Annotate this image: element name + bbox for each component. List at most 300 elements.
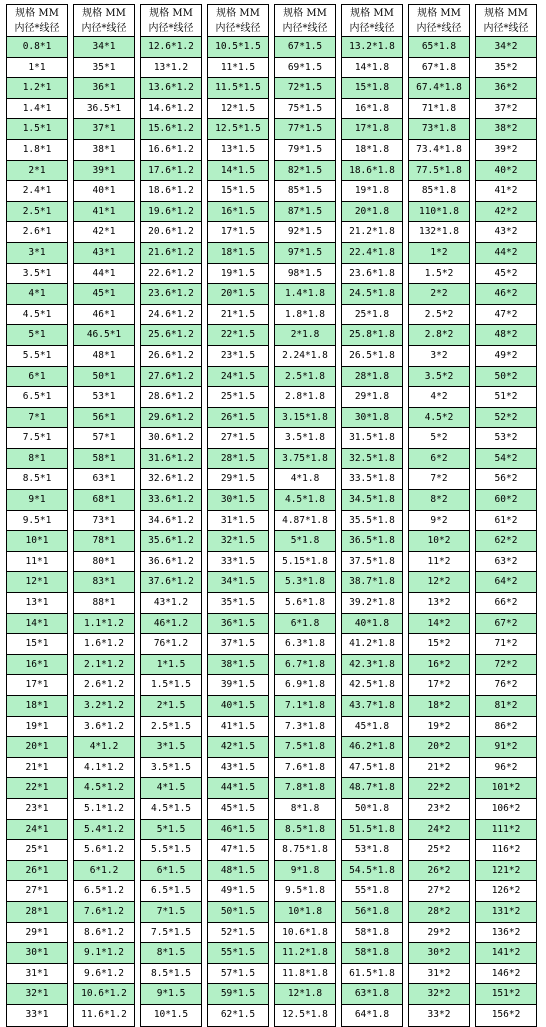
size-cell: 101*2 [476, 778, 536, 799]
size-cell: 2*1 [7, 161, 67, 182]
size-cell: 2.1*1.2 [74, 655, 134, 676]
size-cell: 25.6*1.2 [141, 325, 201, 346]
size-cell: 68*1 [74, 490, 134, 511]
size-column [73, 4, 135, 1027]
size-cell: 16*1.5 [208, 202, 268, 223]
size-cell: 23*1.5 [208, 346, 268, 367]
size-cell: 30*1 [7, 943, 67, 964]
size-cell: 3*1 [7, 243, 67, 264]
size-cell: 29*1.5 [208, 469, 268, 490]
size-cell: 9.6*1.2 [74, 964, 134, 985]
size-cell: 36.6*1.2 [141, 552, 201, 573]
size-cell: 35.6*1.2 [141, 531, 201, 552]
size-cell: 25*1.8 [342, 305, 402, 326]
size-cell: 67.4*1.8 [409, 78, 469, 99]
size-cell: 4.5*1.5 [141, 799, 201, 820]
size-cell: 4*1.2 [74, 737, 134, 758]
size-cell: 49*1.5 [208, 881, 268, 902]
size-cell: 62*1.5 [220, 1008, 256, 1020]
size-cell: 17.6*1.2 [141, 161, 201, 182]
size-cell: 4*1.8 [275, 469, 335, 490]
column-header [275, 5, 335, 37]
size-cell: 131*2 [476, 902, 536, 923]
size-cell: 87*1.5 [275, 202, 335, 223]
size-cell: 25*2 [409, 840, 469, 861]
size-cell: 2.8*2 [409, 325, 469, 346]
size-cell: 43.7*1.8 [342, 696, 402, 717]
size-cell: 45*1.5 [208, 799, 268, 820]
size-cell: 1.8*1 [7, 140, 67, 161]
size-cell: 29*1.8 [342, 387, 402, 408]
size-cell: 86*2 [476, 717, 536, 738]
size-cell: 5*1.8 [275, 531, 335, 552]
size-cell: 33*1 [25, 1008, 49, 1020]
header-dimension-label: 内径*线径 [282, 23, 328, 34]
size-cell: 8.5*1 [7, 469, 67, 490]
size-cell: 14*1.5 [208, 161, 268, 182]
size-cell: 30*2 [409, 943, 469, 964]
size-cell: 7*1 [7, 408, 67, 429]
size-cell: 63*1.8 [342, 984, 402, 1005]
size-cell: 8*2 [409, 490, 469, 511]
size-cell: 1*2 [409, 243, 469, 264]
size-cell: 3.15*1.8 [275, 408, 335, 429]
size-cell: 42*1.5 [208, 737, 268, 758]
size-cell: 62*2 [476, 531, 536, 552]
size-cell: 20*1 [7, 737, 67, 758]
size-cell: 34*2 [476, 37, 536, 58]
size-cell: 7.1*1.8 [275, 696, 335, 717]
size-cell: 63*1 [74, 469, 134, 490]
size-cell: 77*1.5 [275, 119, 335, 140]
column-header [208, 5, 268, 37]
size-cell: 81*2 [476, 696, 536, 717]
size-cell: 18.6*1.2 [141, 181, 201, 202]
size-cell: 2.5*1.5 [141, 717, 201, 738]
size-cell: 66*2 [476, 593, 536, 614]
size-cell: 1.6*1.2 [74, 634, 134, 655]
size-cell: 39*1.5 [208, 675, 268, 696]
size-cell: 56*1.8 [342, 902, 402, 923]
size-cell: 72*1.5 [275, 78, 335, 99]
header-spec-label: 规格 MM [417, 8, 461, 19]
size-cell: 7*2 [409, 469, 469, 490]
size-cell: 18*1.8 [342, 140, 402, 161]
size-cell: 35.5*1.8 [342, 511, 402, 532]
size-cell: 50*1.5 [208, 902, 268, 923]
size-cell: 24.6*1.2 [141, 305, 201, 326]
size-cell: 15*1 [7, 634, 67, 655]
size-cell: 43*2 [476, 222, 536, 243]
size-cell: 42.5*1.8 [342, 675, 402, 696]
size-cell: 9*1.8 [275, 861, 335, 882]
size-cell: 37*1 [74, 119, 134, 140]
size-cell: 28*1 [7, 902, 67, 923]
size-cell: 23*1 [7, 799, 67, 820]
size-cell: 48*1.5 [208, 861, 268, 882]
size-column [408, 4, 470, 1027]
size-column [207, 4, 269, 1027]
size-cell: 16*1.8 [342, 99, 402, 120]
header-dimension-label: 内径*线径 [14, 23, 60, 34]
size-cell: 76*2 [476, 675, 536, 696]
size-cell: 50*1 [74, 367, 134, 388]
size-cell: 58*1.8 [342, 943, 402, 964]
size-cell: 69*1.5 [275, 58, 335, 79]
size-cell: 45*1.8 [342, 717, 402, 738]
size-cell: 28.6*1.2 [141, 387, 201, 408]
size-cell: 29*2 [409, 923, 469, 944]
size-cell: 13*2 [409, 593, 469, 614]
size-cell: 43*1.5 [208, 758, 268, 779]
size-cell: 40*1.8 [342, 614, 402, 635]
size-cell: 36*1.5 [208, 614, 268, 635]
header-spec-label: 规格 MM [149, 8, 193, 19]
size-cell: 19*1.8 [342, 181, 402, 202]
size-cell: 27*1 [7, 881, 67, 902]
size-cell: 27*2 [409, 881, 469, 902]
size-cell: 40*2 [476, 161, 536, 182]
size-cell: 1.8*1.8 [275, 305, 335, 326]
size-cell: 36*1 [74, 78, 134, 99]
size-cell: 26.5*1.8 [342, 346, 402, 367]
header-spec-label: 规格 MM [216, 8, 260, 19]
size-cell: 110*1.8 [409, 202, 469, 223]
size-cell: 12.6*1.2 [141, 37, 201, 58]
size-cell: 4.5*1.8 [275, 490, 335, 511]
size-cell: 24.5*1.8 [342, 284, 402, 305]
size-cell: 12*1.8 [275, 984, 335, 1005]
size-cell: 53*1.8 [342, 840, 402, 861]
size-cell: 10.6*1.2 [74, 984, 134, 1005]
size-cell: 59*1.5 [208, 984, 268, 1005]
size-cell: 6.5*1 [7, 387, 67, 408]
size-cell: 41*2 [476, 181, 536, 202]
size-cell: 18*1 [7, 696, 67, 717]
size-cell: 6.5*1.5 [141, 881, 201, 902]
size-cell: 7.3*1.8 [275, 717, 335, 738]
header-dimension-label: 内径*线径 [349, 23, 395, 34]
size-cell: 57*1 [74, 428, 134, 449]
size-cell: 35*2 [476, 58, 536, 79]
size-cell: 34.5*1.8 [342, 490, 402, 511]
size-cell: 54.5*1.8 [342, 861, 402, 882]
size-cell: 19.6*1.2 [141, 202, 201, 223]
size-cell: 4.5*2 [409, 408, 469, 429]
size-cell: 2*1.5 [141, 696, 201, 717]
size-cell: 2*2 [409, 284, 469, 305]
size-cell: 3.6*1.2 [74, 717, 134, 738]
size-cell: 54*2 [476, 449, 536, 470]
size-cell: 4*2 [409, 387, 469, 408]
size-cell: 116*2 [476, 840, 536, 861]
size-cell: 12*1 [7, 572, 67, 593]
header-dimension-label: 内径*线径 [148, 23, 194, 34]
size-cell: 26*2 [409, 861, 469, 882]
size-cell: 8.6*1.2 [74, 923, 134, 944]
size-cell: 67*1.5 [275, 37, 335, 58]
size-cell: 37.6*1.2 [141, 572, 201, 593]
size-cell: 3*2 [409, 346, 469, 367]
size-cell: 22*2 [409, 778, 469, 799]
size-cell: 11*1 [7, 552, 67, 573]
size-cell: 5.4*1.2 [74, 820, 134, 841]
size-cell: 25.8*1.8 [342, 325, 402, 346]
column-header [409, 5, 469, 37]
header-spec-label: 规格 MM [283, 8, 327, 19]
size-cell: 21.6*1.2 [141, 243, 201, 264]
size-cell: 71*1.8 [409, 99, 469, 120]
size-cell: 7.5*1 [7, 428, 67, 449]
size-cell: 45*2 [476, 264, 536, 285]
size-cell: 65*1.8 [409, 37, 469, 58]
header-dimension-label: 内径*线径 [81, 23, 127, 34]
size-cell: 21*1 [7, 758, 67, 779]
size-cell: 46*1.2 [141, 614, 201, 635]
size-cell: 12.5*1.5 [208, 119, 268, 140]
size-cell: 55*1.8 [342, 881, 402, 902]
size-cell: 4.5*1.2 [74, 778, 134, 799]
size-cell: 4.87*1.8 [275, 511, 335, 532]
size-cell: 13.6*1.2 [141, 78, 201, 99]
size-cell: 39*1 [74, 161, 134, 182]
size-cell: 48*2 [476, 325, 536, 346]
size-cell: 58*1 [74, 449, 134, 470]
size-cell: 57*1.5 [208, 964, 268, 985]
size-cell: 10.6*1.8 [275, 923, 335, 944]
size-cell: 4*1.5 [141, 778, 201, 799]
size-cell: 34*1 [74, 37, 134, 58]
size-cell: 41*1.5 [208, 717, 268, 738]
size-cell: 23*2 [409, 799, 469, 820]
size-cell: 14*1 [7, 614, 67, 635]
size-cell: 16*1 [7, 655, 67, 676]
size-cell: 22.4*1.8 [342, 243, 402, 264]
column-header [342, 5, 402, 37]
size-cell: 50*2 [476, 367, 536, 388]
size-cell: 50*1.8 [342, 799, 402, 820]
size-cell: 79*1.5 [275, 140, 335, 161]
size-cell: 10*1.8 [275, 902, 335, 923]
size-cell: 98*1.5 [275, 264, 335, 285]
size-cell: 47*2 [476, 305, 536, 326]
size-cell: 2.5*1.8 [275, 367, 335, 388]
size-cell: 25*1.5 [208, 387, 268, 408]
size-cell: 36*2 [476, 78, 536, 99]
size-cell: 11.6*1.2 [81, 1008, 127, 1020]
size-cell: 3.5*1.8 [275, 428, 335, 449]
size-cell: 52*1.5 [208, 923, 268, 944]
size-cell: 1.5*1 [7, 119, 67, 140]
size-cell: 10*1.5 [153, 1008, 189, 1020]
size-cell: 32*1.5 [208, 531, 268, 552]
size-cell: 10*1 [7, 531, 67, 552]
size-cell: 47.5*1.8 [342, 758, 402, 779]
size-cell: 9*1.5 [141, 984, 201, 1005]
size-cell: 21.2*1.8 [342, 222, 402, 243]
size-cell: 2.8*1.8 [275, 387, 335, 408]
size-cell: 56*2 [476, 469, 536, 490]
size-cell: 13*1.2 [141, 58, 201, 79]
size-cell: 64*1.8 [354, 1008, 390, 1020]
size-cell: 7.6*1.8 [275, 758, 335, 779]
size-cell: 31.5*1.8 [342, 428, 402, 449]
size-cell: 20.6*1.2 [141, 222, 201, 243]
size-cell: 11.5*1.5 [208, 78, 268, 99]
size-cell: 92*1.5 [275, 222, 335, 243]
size-cell: 27.6*1.2 [141, 367, 201, 388]
size-cell: 141*2 [476, 943, 536, 964]
oring-size-table [6, 4, 544, 1020]
header-dimension-label: 内径*线径 [483, 23, 529, 34]
size-cell: 38*2 [476, 119, 536, 140]
size-cell: 5*1 [7, 325, 67, 346]
size-cell: 8.5*1.5 [141, 964, 201, 985]
size-cell: 1.5*2 [409, 264, 469, 285]
size-cell: 20*1.8 [342, 202, 402, 223]
size-cell: 132*1.8 [409, 222, 469, 243]
size-cell: 58*1.8 [342, 923, 402, 944]
size-cell: 4.5*1 [7, 305, 67, 326]
size-cell: 41.2*1.8 [342, 634, 402, 655]
size-cell: 35*1.5 [208, 593, 268, 614]
size-cell: 12*2 [409, 572, 469, 593]
size-column [341, 4, 403, 1027]
size-cell: 29.6*1.2 [141, 408, 201, 429]
size-cell: 24*2 [409, 820, 469, 841]
size-column [6, 4, 68, 1027]
size-cell: 7.5*1.8 [275, 737, 335, 758]
size-cell: 91*2 [476, 737, 536, 758]
size-cell: 106*2 [476, 799, 536, 820]
size-cell: 67*1.8 [409, 58, 469, 79]
size-cell: 72*2 [476, 655, 536, 676]
size-cell: 11.8*1.8 [275, 964, 335, 985]
size-cell: 18.6*1.8 [342, 161, 402, 182]
size-cell: 7.8*1.8 [275, 778, 335, 799]
size-cell: 126*2 [476, 881, 536, 902]
size-cell: 77.5*1.8 [409, 161, 469, 182]
size-cell: 37*2 [476, 99, 536, 120]
size-cell: 48*1 [74, 346, 134, 367]
size-cell: 49*2 [476, 346, 536, 367]
size-cell: 16.6*1.2 [141, 140, 201, 161]
size-cell: 38*1.5 [208, 655, 268, 676]
size-cell: 73.4*1.8 [409, 140, 469, 161]
size-cell: 5.15*1.8 [275, 552, 335, 573]
size-cell: 11*1.5 [208, 58, 268, 79]
size-cell: 16*2 [409, 655, 469, 676]
size-cell: 51*2 [476, 387, 536, 408]
column-header [74, 5, 134, 37]
size-cell: 8.5*1.8 [275, 820, 335, 841]
column-header [7, 5, 67, 37]
size-cell: 2.5*2 [409, 305, 469, 326]
size-cell: 8*1 [7, 449, 67, 470]
size-cell: 78*1 [74, 531, 134, 552]
size-cell: 4.1*1.2 [74, 758, 134, 779]
size-cell: 44*1 [74, 264, 134, 285]
size-cell: 38.7*1.8 [342, 572, 402, 593]
size-cell: 17*2 [409, 675, 469, 696]
size-cell: 85*1.8 [409, 181, 469, 202]
size-cell: 37.5*1.8 [342, 552, 402, 573]
size-cell: 19*1.5 [208, 264, 268, 285]
size-cell: 40*1 [74, 181, 134, 202]
column-header [141, 5, 201, 37]
size-cell: 15.6*1.2 [141, 119, 201, 140]
size-cell: 35*1 [74, 58, 134, 79]
size-cell: 23.6*1.8 [342, 264, 402, 285]
size-cell: 31*2 [409, 964, 469, 985]
size-cell: 15*2 [409, 634, 469, 655]
size-cell: 36.5*1 [74, 99, 134, 120]
size-cell: 34.6*1.2 [141, 511, 201, 532]
size-cell: 8*1.8 [275, 799, 335, 820]
size-cell: 71*2 [476, 634, 536, 655]
size-cell: 1*1.5 [141, 655, 201, 676]
size-cell: 75*1.5 [275, 99, 335, 120]
size-cell: 53*1 [74, 387, 134, 408]
size-cell: 1.4*1 [7, 99, 67, 120]
size-cell: 9.5*1 [7, 511, 67, 532]
size-cell: 6*1.2 [74, 861, 134, 882]
size-cell: 23.6*1.2 [141, 284, 201, 305]
size-cell: 10.5*1.5 [208, 37, 268, 58]
size-cell: 6*1 [7, 367, 67, 388]
size-cell: 5.6*1.8 [275, 593, 335, 614]
size-cell: 10*2 [409, 531, 469, 552]
size-cell: 21*1.5 [208, 305, 268, 326]
size-cell: 31*1.5 [208, 511, 268, 532]
size-cell: 8*1.5 [141, 943, 201, 964]
size-cell: 7.5*1.5 [141, 923, 201, 944]
size-cell: 45*1 [74, 284, 134, 305]
size-cell: 24*1 [7, 820, 67, 841]
size-cell: 26*1 [7, 861, 67, 882]
size-cell: 21*2 [409, 758, 469, 779]
size-cell: 46.2*1.8 [342, 737, 402, 758]
size-cell: 33*1.5 [208, 552, 268, 573]
size-cell: 9*1 [7, 490, 67, 511]
size-cell: 28*1.5 [208, 449, 268, 470]
size-cell: 1.1*1.2 [74, 614, 134, 635]
size-cell: 40*1.5 [208, 696, 268, 717]
size-cell: 5.3*1.8 [275, 572, 335, 593]
size-cell: 88*1 [74, 593, 134, 614]
size-cell: 146*2 [476, 964, 536, 985]
size-cell: 13.2*1.8 [342, 37, 402, 58]
size-cell: 4*1 [7, 284, 67, 305]
size-cell: 156*2 [491, 1008, 521, 1020]
size-column [140, 4, 202, 1027]
size-cell: 34*1.5 [208, 572, 268, 593]
size-cell: 56*1 [74, 408, 134, 429]
size-cell: 6.5*1.2 [74, 881, 134, 902]
size-cell: 3*1.5 [141, 737, 201, 758]
size-cell: 11*2 [409, 552, 469, 573]
size-cell: 5.5*1 [7, 346, 67, 367]
size-cell: 30.6*1.2 [141, 428, 201, 449]
header-dimension-label: 内径*线径 [416, 23, 462, 34]
size-cell: 136*2 [476, 923, 536, 944]
size-cell: 2.4*1 [7, 181, 67, 202]
size-cell: 9.1*1.2 [74, 943, 134, 964]
size-cell: 2.6*1.2 [74, 675, 134, 696]
size-cell: 8.75*1.8 [275, 840, 335, 861]
size-cell: 19*2 [409, 717, 469, 738]
size-cell: 42*1 [74, 222, 134, 243]
